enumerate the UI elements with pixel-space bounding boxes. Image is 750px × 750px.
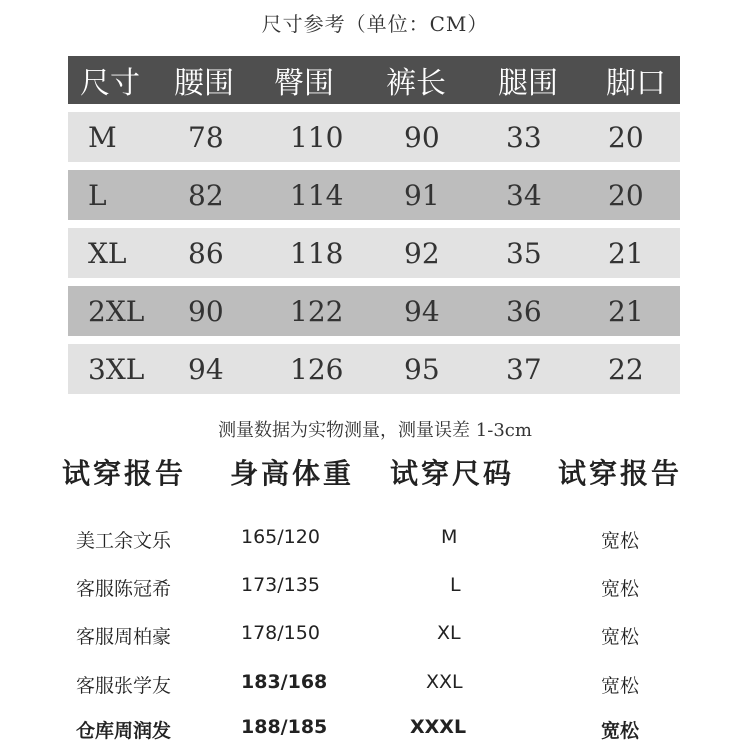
cell-thigh: 34 (506, 178, 542, 212)
cell-size: 2XL (88, 294, 145, 328)
report-row (0, 716, 750, 746)
size-table-header (68, 56, 680, 104)
table-row (68, 286, 680, 336)
header-hem: 脚口 (606, 66, 666, 101)
report-size: XXL (426, 671, 463, 693)
report-fit: 宽松 (601, 626, 640, 648)
cell-length: 95 (404, 352, 440, 386)
report-tester: 美工余文乐 (76, 530, 172, 552)
report-row (0, 574, 750, 604)
cell-thigh: 37 (506, 352, 542, 386)
cell-size: 3XL (88, 352, 145, 386)
report-height-weight: 183/168 (241, 671, 328, 693)
report-fit: 宽松 (601, 720, 640, 742)
table-row (68, 228, 680, 278)
report-row (0, 622, 750, 652)
cell-hip: 126 (290, 352, 344, 386)
report-header-trial-report: 试穿报告 (558, 457, 683, 490)
report-size: L (450, 574, 461, 596)
report-fit: 宽松 (601, 530, 640, 552)
cell-length: 91 (404, 178, 440, 212)
report-height-weight: 178/150 (241, 622, 320, 644)
cell-length: 92 (404, 236, 440, 270)
cell-hem: 21 (608, 294, 644, 328)
report-fit: 宽松 (601, 675, 640, 697)
header-length: 裤长 (386, 66, 446, 101)
report-header (0, 452, 750, 492)
size-table (68, 56, 680, 394)
table-row (68, 170, 680, 220)
header-waist: 腰围 (174, 66, 234, 101)
cell-waist: 94 (188, 352, 224, 386)
cell-hip: 118 (290, 236, 344, 270)
cell-size: L (88, 178, 107, 212)
cell-hip: 122 (290, 294, 344, 328)
cell-hip: 110 (290, 120, 344, 154)
header-thigh: 腿围 (498, 66, 558, 101)
cell-size: XL (88, 236, 127, 270)
table-row (68, 344, 680, 394)
cell-waist: 90 (188, 294, 224, 328)
report-height-weight: 188/185 (241, 716, 328, 738)
header-size: 尺寸 (80, 66, 140, 101)
report-size: XL (437, 622, 461, 644)
report-tester: 客服张学友 (76, 675, 172, 697)
cell-thigh: 36 (506, 294, 542, 328)
cell-length: 90 (404, 120, 440, 154)
cell-size: M (88, 120, 117, 154)
cell-waist: 78 (188, 120, 224, 154)
cell-hem: 20 (608, 120, 644, 154)
cell-waist: 86 (188, 236, 224, 270)
header-hip: 臀围 (274, 66, 334, 101)
report-header-height-weight: 身高体重 (230, 457, 355, 490)
report-row (0, 526, 750, 556)
report-size: M (441, 526, 458, 548)
cell-waist: 82 (188, 178, 224, 212)
page-title: 尺寸参考（单位：CM） (261, 12, 489, 36)
report-fit: 宽松 (601, 578, 640, 600)
cell-hem: 22 (608, 352, 644, 386)
measurement-note: 测量数据为实物测量，测量误差 1-3cm (218, 420, 532, 441)
report-tester: 客服周柏豪 (76, 626, 172, 648)
cell-hip: 114 (290, 178, 344, 212)
cell-hem: 20 (608, 178, 644, 212)
report-size: XXXL (410, 716, 467, 738)
report-height-weight: 165/120 (241, 526, 320, 548)
cell-thigh: 33 (506, 120, 542, 154)
report-header-trial: 试穿报告 (62, 457, 187, 490)
report-tester: 客服陈冠希 (76, 578, 172, 600)
table-row (68, 112, 680, 162)
cell-thigh: 35 (506, 236, 542, 270)
report-row (0, 671, 750, 701)
cell-hem: 21 (608, 236, 644, 270)
report-tester: 仓库周润发 (76, 720, 172, 742)
report-header-trial-size: 试穿尺码 (390, 457, 515, 490)
report-height-weight: 173/135 (241, 574, 320, 596)
cell-length: 94 (404, 294, 440, 328)
